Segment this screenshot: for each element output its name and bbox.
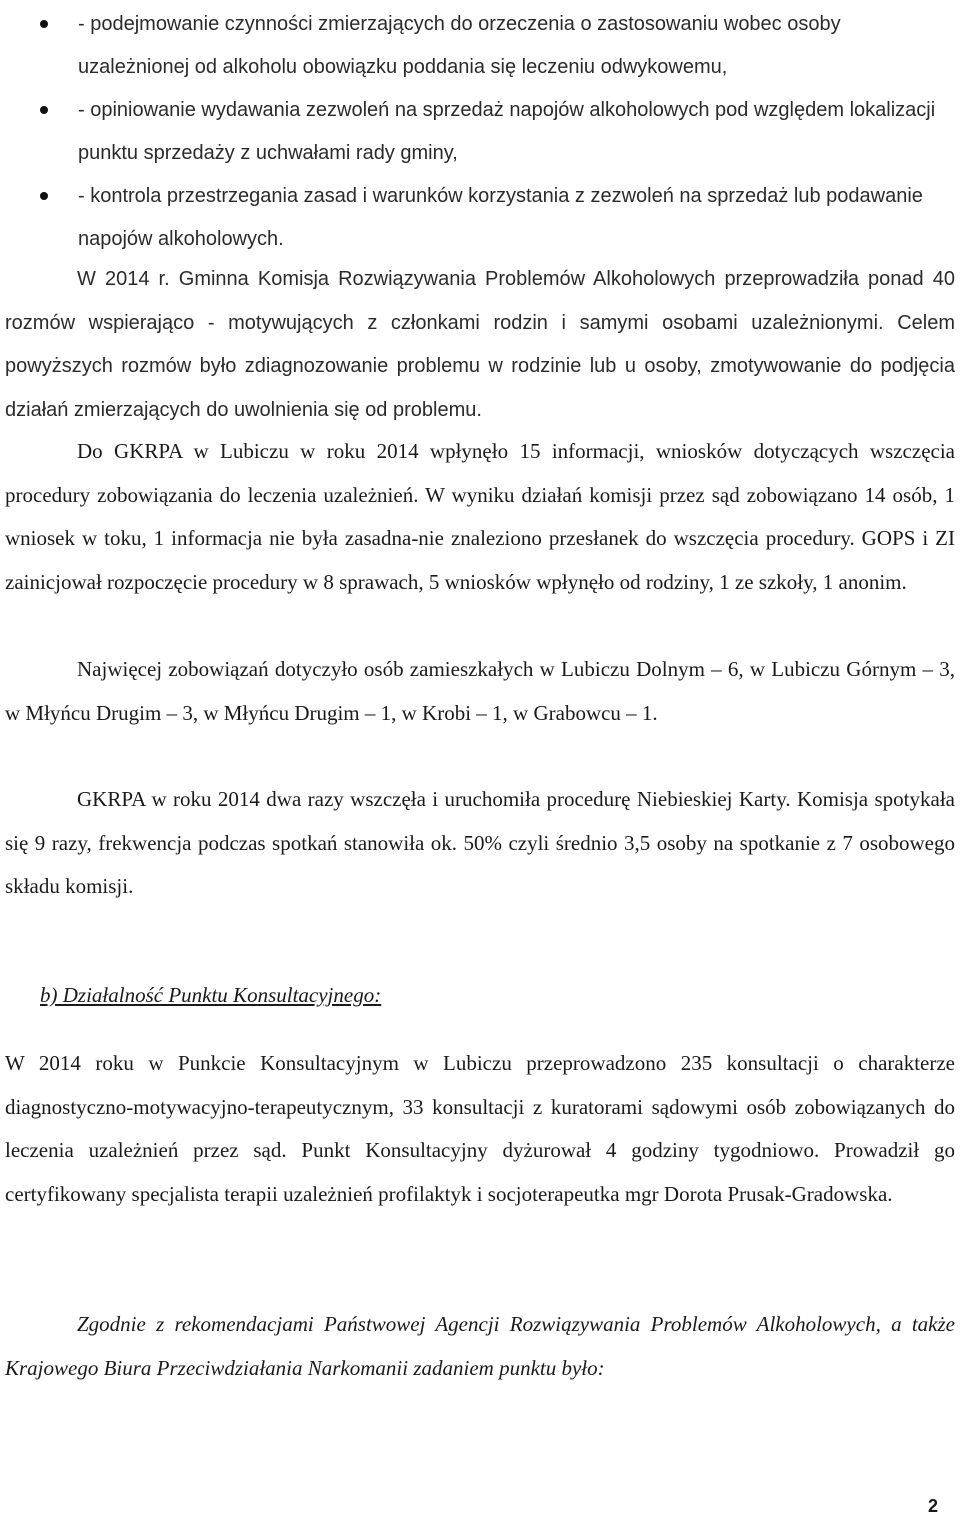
- paragraph-obligations-by-location: Najwięcej zobowiązań dotyczyło osób zamieszkałych w Lubiczu Dolnym – 6, w Lubiczu Górnym – 3, w Młyńcu Drugim – 3, w Młyńcu Drugim – 1, w Krobi – 1, w Grabowcu – 1.: [5, 657, 955, 725]
- paragraph-gkrpa-applications: Do GKRPA w Lubiczu w roku 2014 wpłynęło 15 informacji, wniosków dotyczących wszczęcia procedury zobowiązania do leczenia uzależnień. W wyniku działań komisji przez sąd zobowiązano 14 osób, 1 wniosek w toku, 1 informacja nie była zasadna-nie znaleziono przesłanek do wszczęcia procedury. GOPS i ZI zainicjował rozpoczęcie procedury w 8 sprawach, 5 wniosków wpłynęło od rodziny, 1 ze szkoły, 1 anonim.: [5, 439, 955, 594]
- list-item-text: - kontrola przestrzegania zasad i warunków korzystania z zezwoleń na sprzedaż lub podawanie napojów alkoholowych.: [78, 185, 923, 250]
- bullet-icon: [40, 20, 48, 28]
- list-item: [40, 89, 955, 175]
- page-number: 2: [927, 1496, 938, 1516]
- paragraph-consultation-point: W 2014 roku w Punkcie Konsultacyjnym w Lubiczu przeprowadzono 235 konsultacji o charakterze diagnostyczno-motywacyjno-terapeutycznym, 33 konsultacji z kuratorami sądowymi osób zobowiązanych do leczenia uzależnień przez sąd. Punkt Konsultacyjny dyżurował 4 godziny tygodniowo. Prowadził go certyfikowany specjalista terapii uzależnień profilaktyk i socjoterapeutka mgr Dorota Prusak-Gradowska.: [5, 1051, 955, 1206]
- bullet-icon: [40, 106, 48, 114]
- list-item-text: - podejmowanie czynności zmierzających do orzeczenia o zastosowaniu wobec osoby uzależnionej od alkoholu obowiązku poddania się leczeniu odwykowemu,: [78, 13, 841, 78]
- list-item: [40, 175, 955, 261]
- bullet-icon: [40, 192, 48, 200]
- paragraph-blue-card: GKRPA w roku 2014 dwa razy wszczęła i uruchomiła procedurę Niebieskiej Karty. Komisja spotykała się 9 razy, frekwencja podczas spotkań stanowiła ok. 50% czyli średnio 3,5 osoby na spotkanie z 7 osobowego składu komisji.: [5, 787, 955, 898]
- bullet-list: [40, 3, 955, 261]
- list-item: [40, 3, 955, 89]
- section-heading: b) Działalność Punktu Konsultacyjnego:: [40, 983, 382, 1007]
- paragraph-gkrpa-talks: W 2014 r. Gminna Komisja Rozwiązywania Problemów Alkoholowych przeprowadziła ponad 40 rozmów wspierająco - motywujących z członkami rodzin i samymi osobami uzależnionymi. Celem powyższych rozmów było zdiagnozowanie problemu w rodzinie lub u osoby, zmotywowanie do podjęcia działań zmierzających do uwolnienia się od problemu.: [5, 268, 955, 421]
- list-item-text: - opiniowanie wydawania zezwoleń na sprzedaż napojów alkoholowych pod względem lokalizacji punktu sprzedaży z uchwałami rady gminy,: [78, 99, 936, 164]
- paragraph-recommendations: Zgodnie z rekomendacjami Państwowej Agencji Rozwiązywania Problemów Alkoholowych, a także Krajowego Biura Przeciwdziałania Narkomanii zadaniem punktu było:: [5, 1312, 955, 1380]
